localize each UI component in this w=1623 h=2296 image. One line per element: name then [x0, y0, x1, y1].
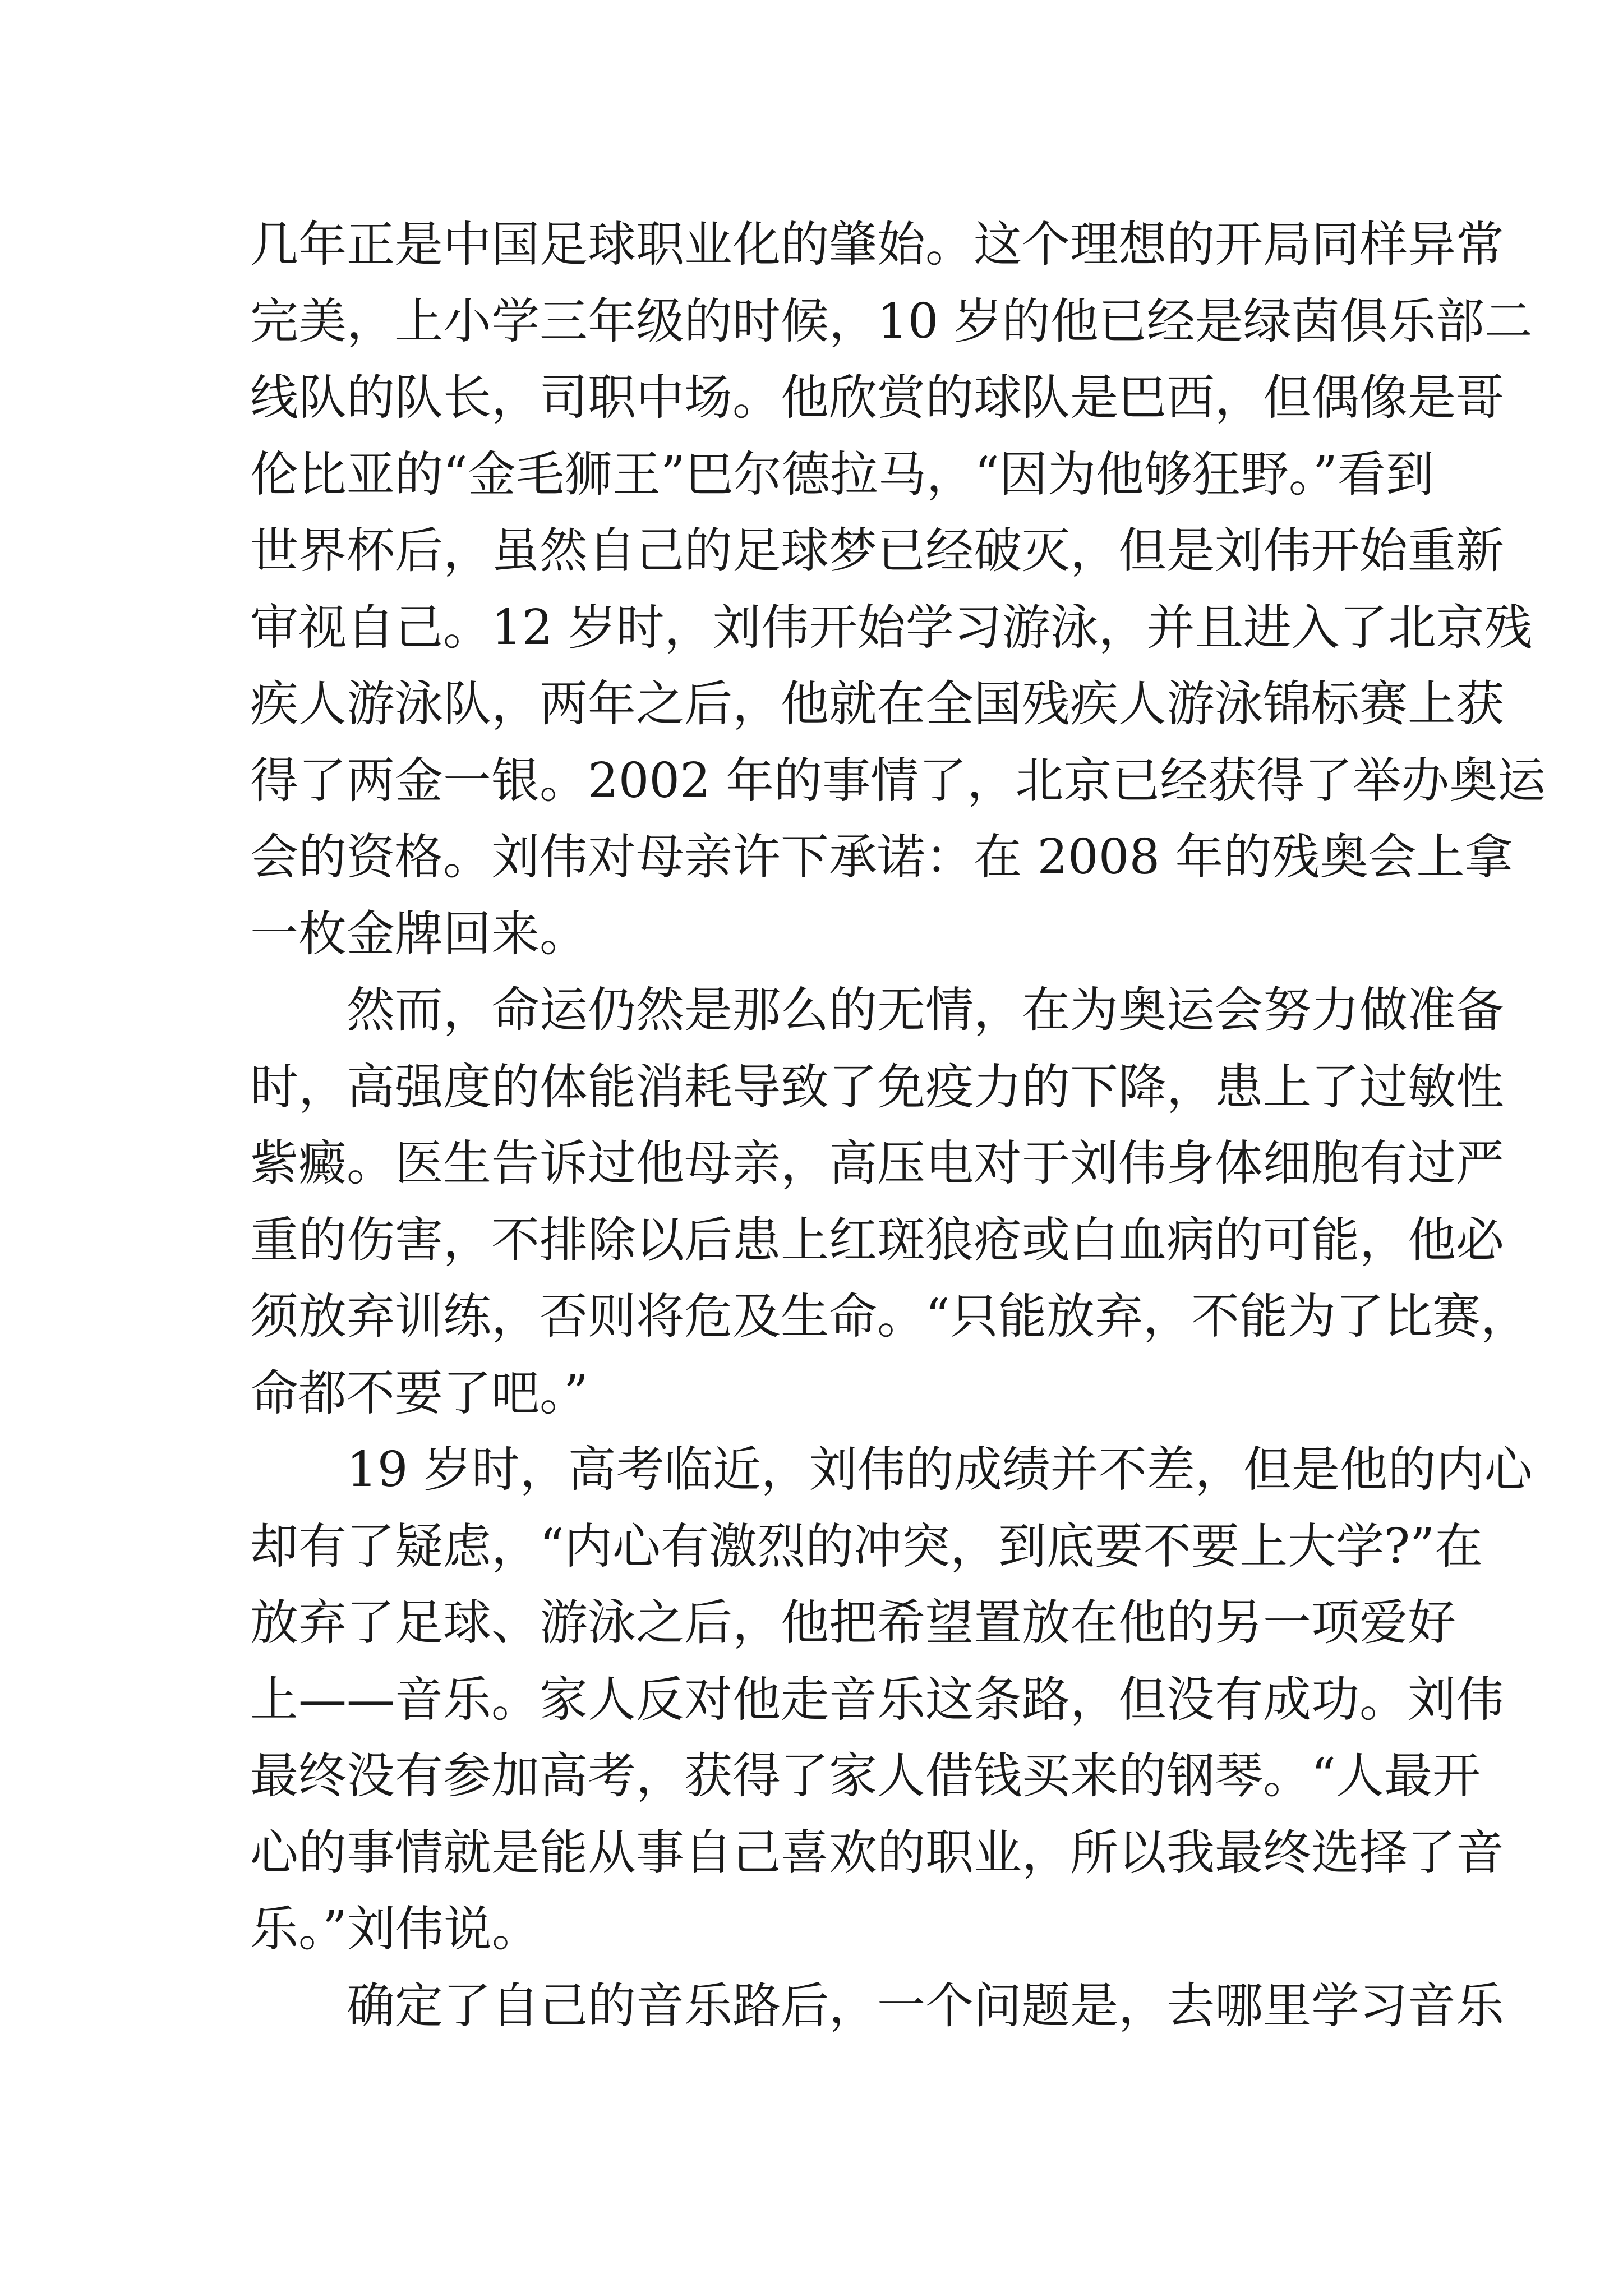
text-line: 会的资格。刘伟对母亲许下承诺：在 2008 年的残奥会上拿	[250, 829, 1513, 885]
text-line: 上——音乐。家人反对他走音乐这条路，但没有成功。刘伟	[250, 1671, 1504, 1728]
text-line: 却有了疑虑，“内心有激烈的冲突，到底要不要上大学?”在	[250, 1518, 1483, 1575]
text-line: 几年正是中国足球职业化的肇始。这个理想的开局同样异常	[250, 217, 1504, 273]
text-line: 然而，命运仍然是那么的无情，在为奥运会努力做准备	[250, 982, 1504, 1038]
text-line: 伦比亚的“金毛狮王”巴尔德拉马，“因为他够狂野。”看到	[250, 446, 1434, 503]
text-line: 线队的队长，司职中场。他欣赏的球队是巴西，但偶像是哥	[250, 370, 1504, 426]
text-line: 完美，上小学三年级的时候，10 岁的他已经是绿茵俱乐部二	[250, 293, 1533, 349]
text-line: 得了两金一银。2002 年的事情了，北京已经获得了举办奥运	[250, 752, 1546, 809]
text-line: 命都不要了吧。”	[250, 1365, 588, 1421]
text-line: 疾人游泳队，两年之后，他就在全国残疾人游泳锦标赛上获	[250, 676, 1504, 732]
text-line: 19 岁时，高考临近，刘伟的成绩并不差，但是他的内心	[250, 1442, 1533, 1498]
text-line: 紫癜。医生告诉过他母亲，高压电对于刘伟身体细胞有过严	[250, 1135, 1504, 1191]
text-line: 乐。”刘伟说。	[250, 1901, 540, 1957]
body-text	[250, 206, 1546, 2044]
text-line: 确定了自己的音乐路后，一个问题是，去哪里学习音乐	[250, 1977, 1504, 2034]
text-line: 须放弃训练，否则将危及生命。“只能放弃，不能为了比赛，	[250, 1289, 1529, 1345]
text-line: 重的伤害，不排除以后患上红斑狼疮或白血病的可能，他必	[250, 1212, 1504, 1268]
text-line: 一枚金牌回来。	[250, 905, 588, 962]
text-line: 审视自己。12 岁时，刘伟开始学习游泳，并且进入了北京残	[250, 599, 1533, 656]
text-line: 心的事情就是能从事自己喜欢的职业，所以我最终选择了音	[250, 1824, 1504, 1881]
text-line: 世界杯后，虽然自己的足球梦已经破灭，但是刘伟开始重新	[250, 523, 1504, 579]
text-line: 最终没有参加高考，获得了家人借钱买来的钢琴。“人最开	[250, 1748, 1481, 1804]
text-line: 放弃了足球、游泳之后，他把希望置放在他的另一项爱好	[250, 1595, 1456, 1651]
text-line: 时，高强度的体能消耗导致了免疫力的下降，患上了过敏性	[250, 1059, 1504, 1115]
